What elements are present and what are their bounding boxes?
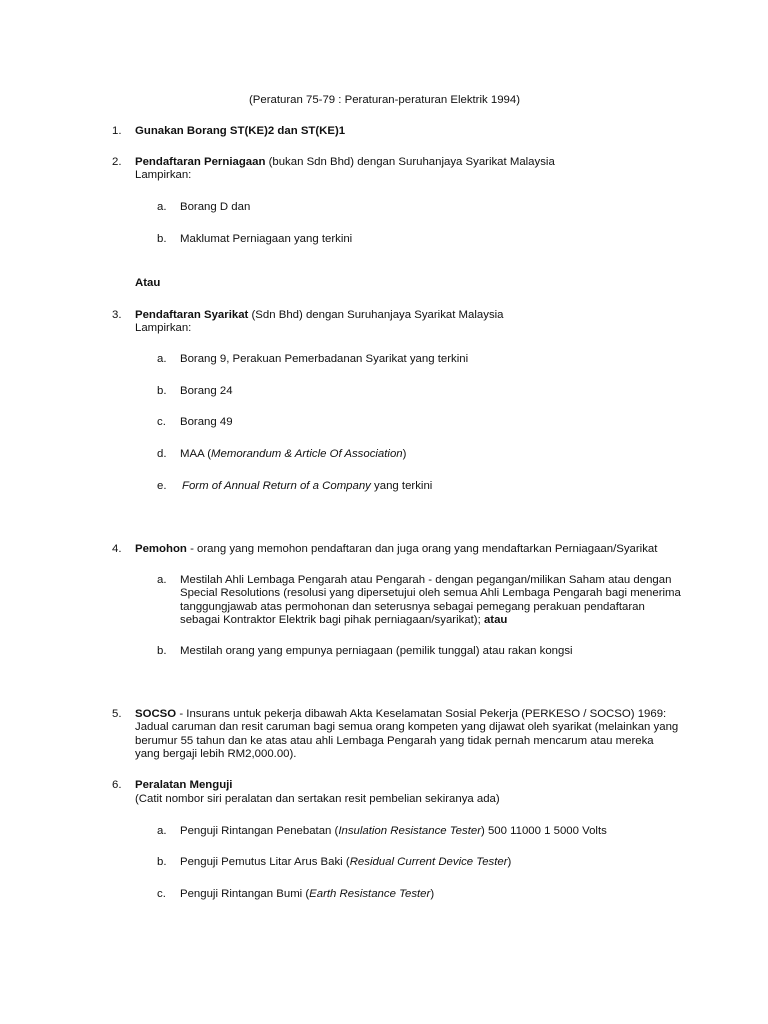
item-title: Gunakan Borang ST(KE)2 dan ST(KE)1 bbox=[135, 125, 346, 137]
item-title: Pendaftaran Perniagaan (bukan Sdn Bhd) dengan Suruhanjaya Syarikat Malaysia bbox=[135, 156, 555, 168]
item-number: 1. bbox=[112, 125, 122, 137]
sub-text: Borang 49 bbox=[180, 416, 233, 428]
sub-label: e. bbox=[157, 480, 167, 492]
sub-label: b. bbox=[157, 385, 167, 397]
item-subtitle: Lampirkan: bbox=[135, 169, 192, 181]
sub-text-line: Mestilah Ahli Lembaga Pengarah atau Pengarah - dengan pegangan/milikan Saham atau dengan bbox=[180, 574, 672, 586]
sub-text: Borang D dan bbox=[180, 201, 251, 213]
sub-text-line: Special Resolutions (resolusi yang dipersetujui oleh semua Ahli Lembaga Pengarah bagi menerima bbox=[180, 587, 681, 599]
sub-text: Penguji Pemutus Litar Arus Baki (Residual Current Device Tester) bbox=[180, 856, 512, 868]
item-number: 3. bbox=[112, 309, 122, 321]
sub-text: Maklumat Perniagaan yang terkini bbox=[180, 233, 353, 245]
sub-label: d. bbox=[157, 448, 167, 460]
sub-text: Penguji Rintangan Penebatan (Insulation Resistance Tester) 500 11000 1 5000 Volts bbox=[180, 825, 607, 837]
sub-label: a. bbox=[157, 353, 167, 365]
atau-heading: Atau bbox=[135, 277, 161, 289]
item-text-line: berumur 55 tahun dan ke atas atau ahli Lembaga Pengarah yang tidak pernah mencarum atau mereka bbox=[135, 735, 654, 747]
sub-label: c. bbox=[157, 416, 166, 428]
sub-text: Form of Annual Return of a Company yang terkini bbox=[182, 480, 433, 492]
item-title: Peralatan Menguji bbox=[135, 779, 233, 791]
sub-text: Borang 24 bbox=[180, 385, 233, 397]
sub-label: a. bbox=[157, 201, 167, 213]
item-title: Pemohon - orang yang memohon pendaftaran dan juga orang yang mendaftarkan Perniagaan/Syarikat bbox=[135, 543, 658, 555]
sub-label: c. bbox=[157, 888, 166, 900]
item-title: SOCSO - Insurans untuk pekerja dibawah Akta Keselamatan Sosial Pekerja (PERKESO / SOCSO) 1969: bbox=[135, 708, 667, 720]
regulation-header: (Peraturan 75-79 : Peraturan-peraturan Elektrik 1994) bbox=[249, 94, 520, 106]
sub-label: b. bbox=[157, 645, 167, 657]
sub-text-line: tanggungjawab atas permohonan dan seterusnya sebagai pemegang perakuan pendaftaran bbox=[180, 601, 645, 613]
item-subtitle: Lampirkan: bbox=[135, 322, 192, 334]
item-subtitle: (Catit nombor siri peralatan dan sertakan resit pembelian sekiranya ada) bbox=[135, 793, 500, 805]
item-number: 2. bbox=[112, 156, 122, 168]
sub-text: Penguji Rintangan Bumi (Earth Resistance Tester) bbox=[180, 888, 435, 900]
item-number: 6. bbox=[112, 779, 122, 791]
sub-text-line: sebagai Kontraktor Elektrik bagi pihak perniagaan/syarikat); atau bbox=[180, 614, 508, 626]
item-number: 5. bbox=[112, 708, 122, 720]
sub-label: b. bbox=[157, 856, 167, 868]
item-text-line: yang bergaji lebih RM2,000.00). bbox=[135, 748, 297, 760]
sub-label: b. bbox=[157, 233, 167, 245]
sub-text: Mestilah orang yang empunya perniagaan (pemilik tunggal) atau rakan kongsi bbox=[180, 645, 573, 657]
sub-text: Borang 9, Perakuan Pemerbadanan Syarikat yang terkini bbox=[180, 353, 469, 365]
item-title: Pendaftaran Syarikat (Sdn Bhd) dengan Suruhanjaya Syarikat Malaysia bbox=[135, 309, 504, 321]
sub-label: a. bbox=[157, 825, 167, 837]
sub-label: a. bbox=[157, 574, 167, 586]
item-text-line: Jadual caruman dan resit caruman bagi semua orang kompeten yang dijawat oleh syarikat (melainkan yang bbox=[135, 721, 679, 733]
sub-text: MAA (Memorandum & Article Of Association) bbox=[180, 448, 407, 460]
item-number: 4. bbox=[112, 543, 122, 555]
